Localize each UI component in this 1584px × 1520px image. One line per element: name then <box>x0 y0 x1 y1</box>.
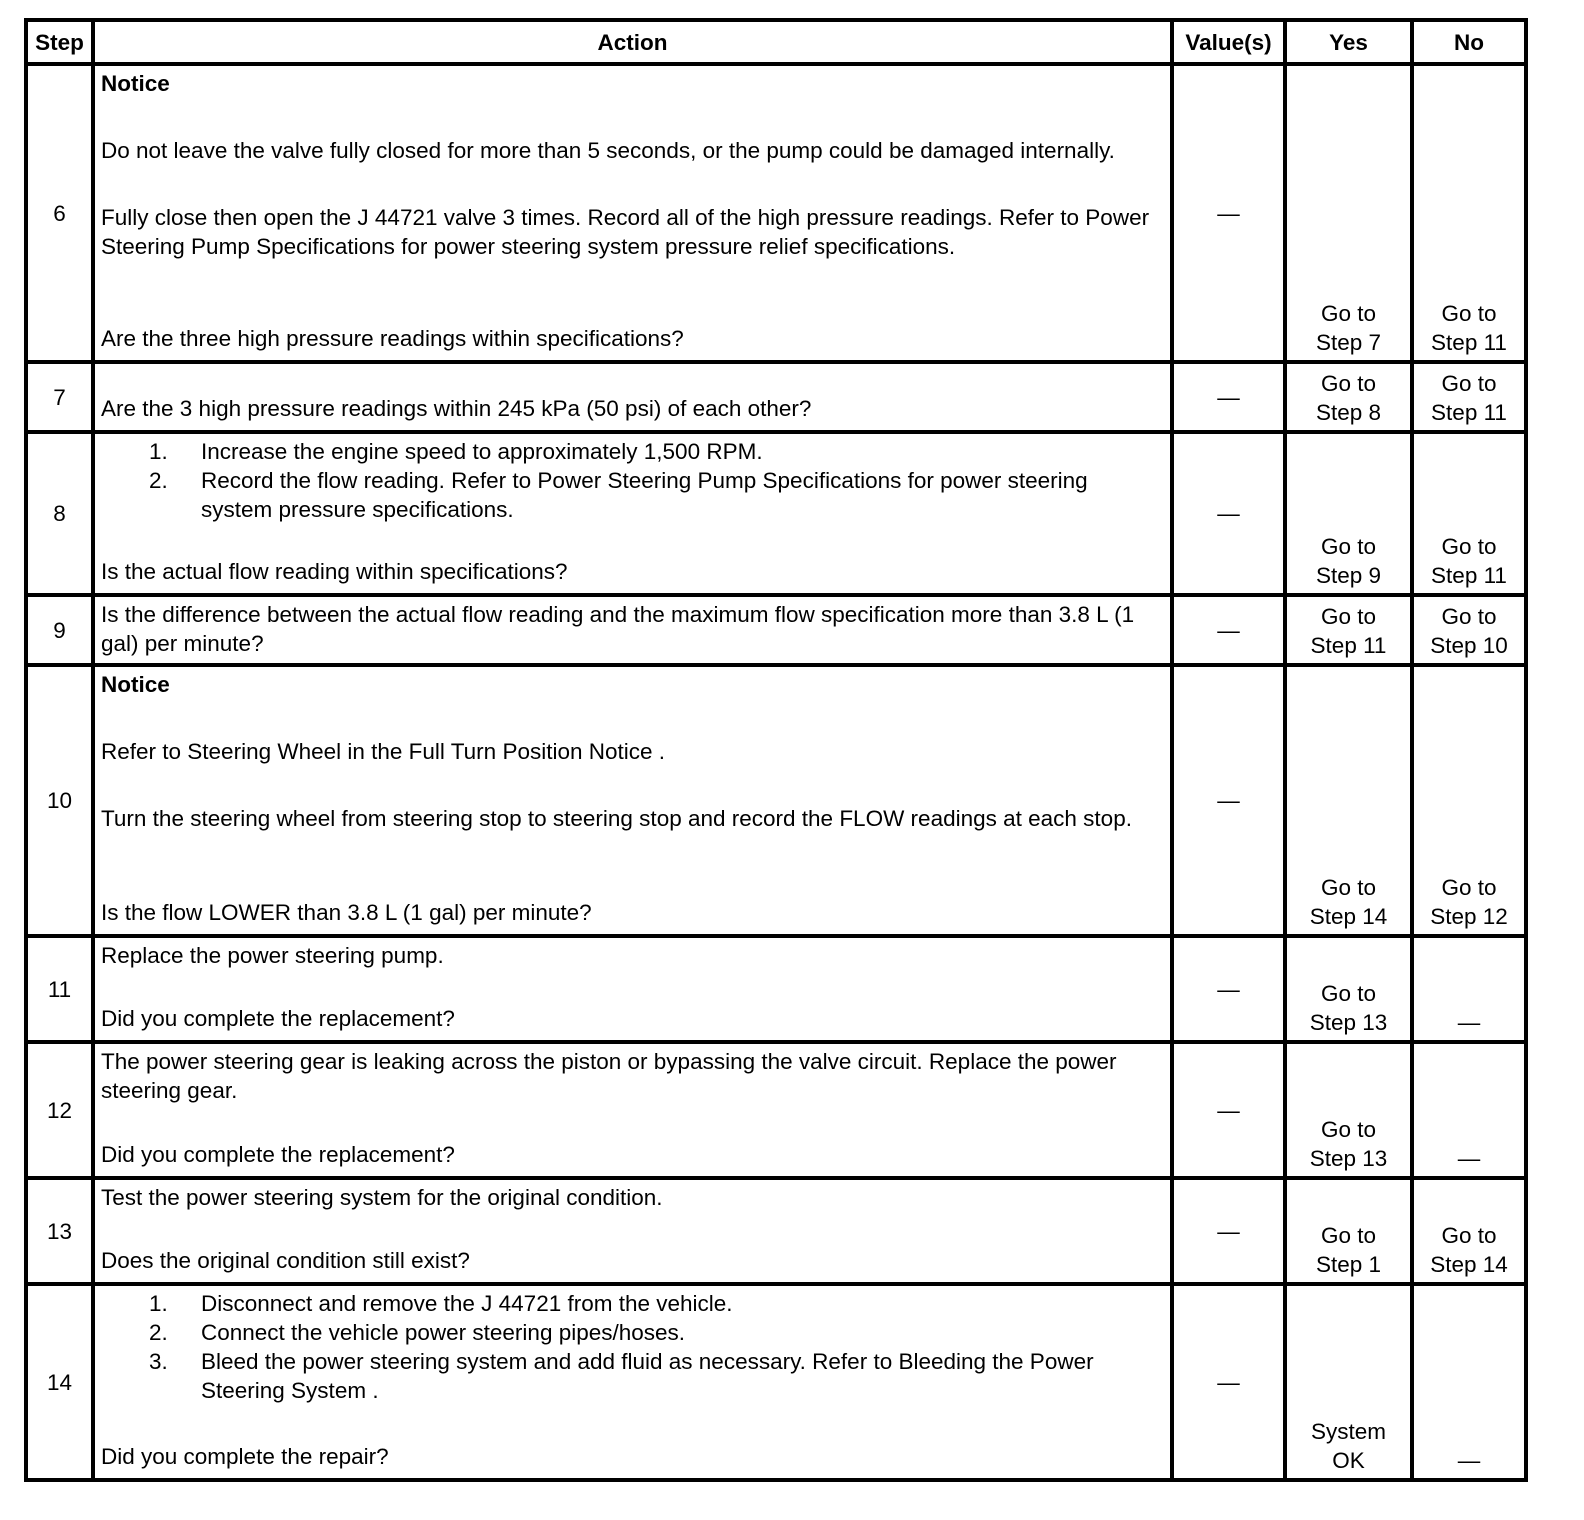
yes-line: System <box>1310 1419 1386 1444</box>
yes-cell <box>1285 1178 1412 1284</box>
action-content <box>101 437 1164 586</box>
values-cell: — <box>1172 1178 1285 1284</box>
header-row <box>26 20 1526 64</box>
step-number: 14 <box>26 1284 93 1480</box>
action-paragraph: Test the power steering system for the original condition. <box>101 1185 663 1210</box>
list-item <box>149 437 1164 466</box>
no-line: Step 11 <box>1431 400 1507 425</box>
header-step: Step <box>26 20 93 64</box>
yes-cell <box>1285 665 1412 936</box>
yes-line: OK <box>1332 1448 1365 1473</box>
yes-line: Step 8 <box>1315 400 1382 425</box>
yes-cell <box>1285 595 1412 665</box>
list-item-number: 1. <box>149 439 168 464</box>
no-line: — <box>1457 1146 1481 1171</box>
values-cell: — <box>1172 665 1285 936</box>
table-row <box>26 432 1526 595</box>
table-row <box>26 1284 1526 1480</box>
no-cell <box>1412 936 1526 1042</box>
list-item-text: Disconnect and remove the J 44721 from the vehicle. <box>201 1291 733 1316</box>
action-question: Are the three high pressure readings within specifications? <box>101 326 684 351</box>
table-row <box>26 936 1526 1042</box>
action-content <box>101 1047 1164 1169</box>
no-cell <box>1412 64 1526 362</box>
action-content <box>101 600 1164 658</box>
action-content <box>101 69 1164 353</box>
yes-line: Go to <box>1320 1223 1377 1248</box>
list-item-number: 1. <box>149 1291 168 1316</box>
table-row <box>26 64 1526 362</box>
action-cell <box>93 595 1172 665</box>
list-item-text: Bleed the power steering system and add fluid as necessary. Refer to Bleeding the Power Steering System . <box>201 1349 1094 1403</box>
notice-title: Notice <box>101 672 170 697</box>
action-content <box>101 367 1164 423</box>
no-cell <box>1412 1042 1526 1178</box>
yes-line: Step 14 <box>1309 904 1388 929</box>
action-question: Is the difference between the actual flow reading and the maximum flow specification more than 3.8 L (1 gal) per minute? <box>101 602 1135 656</box>
no-line: — <box>1457 1448 1481 1473</box>
values-cell: — <box>1172 1284 1285 1480</box>
yes-cell <box>1285 432 1412 595</box>
no-line: Go to <box>1441 875 1497 900</box>
action-paragraph: Turn the steering wheel from steering stop to steering stop and record the FLOW readings at each stop. <box>101 806 1132 831</box>
no-cell <box>1412 1178 1526 1284</box>
step-number: 12 <box>26 1042 93 1178</box>
list-item <box>149 1289 1164 1318</box>
yes-cell <box>1285 362 1412 432</box>
yes-line: Step 1 <box>1315 1252 1382 1277</box>
notice-title: Notice <box>101 71 170 96</box>
action-content <box>101 1183 1164 1275</box>
step-number: 9 <box>26 595 93 665</box>
action-paragraph: The power steering gear is leaking across the piston or bypassing the valve circuit. Replace the power steering gear. <box>101 1049 1117 1103</box>
yes-line: Go to <box>1320 301 1377 326</box>
yes-cell <box>1285 1284 1412 1480</box>
no-line: Go to <box>1441 604 1497 629</box>
action-paragraph: Do not leave the valve fully closed for more than 5 seconds, or the pump could be damaged internally. <box>101 138 1115 163</box>
table-row <box>26 1042 1526 1178</box>
list-item-number: 3. <box>149 1349 168 1374</box>
no-line: Step 11 <box>1431 330 1507 355</box>
action-question: Does the original condition still exist? <box>101 1248 470 1273</box>
action-content <box>101 670 1164 927</box>
header-values: Value(s) <box>1172 20 1285 64</box>
action-cell <box>93 362 1172 432</box>
list-item-text: Connect the vehicle power steering pipes/hoses. <box>201 1320 686 1345</box>
yes-line: Step 13 <box>1309 1010 1388 1035</box>
no-cell <box>1412 665 1526 936</box>
action-cell <box>93 936 1172 1042</box>
values-cell: — <box>1172 936 1285 1042</box>
action-cell <box>93 432 1172 595</box>
action-cell <box>93 1042 1172 1178</box>
yes-cell <box>1285 64 1412 362</box>
step-number: 7 <box>26 362 93 432</box>
yes-line: Step 7 <box>1315 330 1382 355</box>
list-item <box>149 466 1164 524</box>
no-cell <box>1412 362 1526 432</box>
no-line: Step 10 <box>1430 633 1508 658</box>
no-line: Go to <box>1441 301 1497 326</box>
no-line: Step 11 <box>1431 563 1507 588</box>
step-number: 11 <box>26 936 93 1042</box>
yes-cell <box>1285 936 1412 1042</box>
list-item-text: Record the flow reading. Refer to Power Steering Pump Specifications for power steering system pressure specifications. <box>201 468 1088 522</box>
list-item-number: 2. <box>149 1320 168 1345</box>
yes-line: Go to <box>1320 371 1377 396</box>
action-steps-list <box>101 437 1164 524</box>
list-item <box>149 1318 1164 1347</box>
yes-line: Go to <box>1320 875 1377 900</box>
action-cell <box>93 64 1172 362</box>
table-row <box>26 1178 1526 1284</box>
action-cell <box>93 1178 1172 1284</box>
list-item <box>149 1347 1164 1405</box>
yes-line: Step 13 <box>1309 1146 1388 1171</box>
values-cell: — <box>1172 362 1285 432</box>
action-question: Is the flow LOWER than 3.8 L (1 gal) per minute? <box>101 900 592 925</box>
header-yes: Yes <box>1285 20 1412 64</box>
action-paragraph: Replace the power steering pump. <box>101 943 444 968</box>
step-number: 8 <box>26 432 93 595</box>
diagnostic-table <box>24 18 1528 1482</box>
no-line: Step 12 <box>1430 904 1508 929</box>
no-line: Go to <box>1441 1223 1497 1248</box>
no-cell <box>1412 432 1526 595</box>
list-item-number: 2. <box>149 468 168 493</box>
header-action: Action <box>93 20 1172 64</box>
no-line: Go to <box>1441 534 1497 559</box>
values-cell: — <box>1172 64 1285 362</box>
values-cell: — <box>1172 1042 1285 1178</box>
header-no: No <box>1412 20 1526 64</box>
action-question: Is the actual flow reading within specifications? <box>101 559 568 584</box>
list-item-text: Increase the engine speed to approximately 1,500 RPM. <box>201 439 763 464</box>
yes-line: Go to <box>1320 534 1377 559</box>
action-cell <box>93 665 1172 936</box>
action-content <box>101 941 1164 1033</box>
no-line: Step 14 <box>1430 1252 1508 1277</box>
table-row <box>26 595 1526 665</box>
no-line: — <box>1457 1010 1481 1035</box>
table-row <box>26 665 1526 936</box>
step-number: 10 <box>26 665 93 936</box>
values-cell: — <box>1172 432 1285 595</box>
action-cell <box>93 1284 1172 1480</box>
action-paragraph: Refer to Steering Wheel in the Full Turn Position Notice . <box>101 739 666 764</box>
no-cell <box>1412 595 1526 665</box>
yes-line: Go to <box>1320 604 1377 629</box>
action-question: Did you complete the repair? <box>101 1444 389 1469</box>
no-cell <box>1412 1284 1526 1480</box>
action-content <box>101 1289 1164 1471</box>
no-line: Go to <box>1441 371 1497 396</box>
table-row <box>26 362 1526 432</box>
values-cell: — <box>1172 595 1285 665</box>
action-paragraph: Fully close then open the J 44721 valve 3 times. Record all of the high pressure readings. Refer to Power Steering Pump Specifications for power steering system pressure relief specifications. <box>101 205 1150 259</box>
step-number: 13 <box>26 1178 93 1284</box>
yes-line: Step 11 <box>1310 633 1387 658</box>
yes-line: Go to <box>1320 1117 1377 1142</box>
step-number: 6 <box>26 64 93 362</box>
yes-line: Step 9 <box>1315 563 1382 588</box>
action-question: Did you complete the replacement? <box>101 1142 455 1167</box>
yes-cell <box>1285 1042 1412 1178</box>
yes-line: Go to <box>1320 981 1377 1006</box>
action-question: Did you complete the replacement? <box>101 1006 455 1031</box>
action-question: Are the 3 high pressure readings within 245 kPa (50 psi) of each other? <box>101 396 812 421</box>
action-steps-list <box>101 1289 1164 1405</box>
